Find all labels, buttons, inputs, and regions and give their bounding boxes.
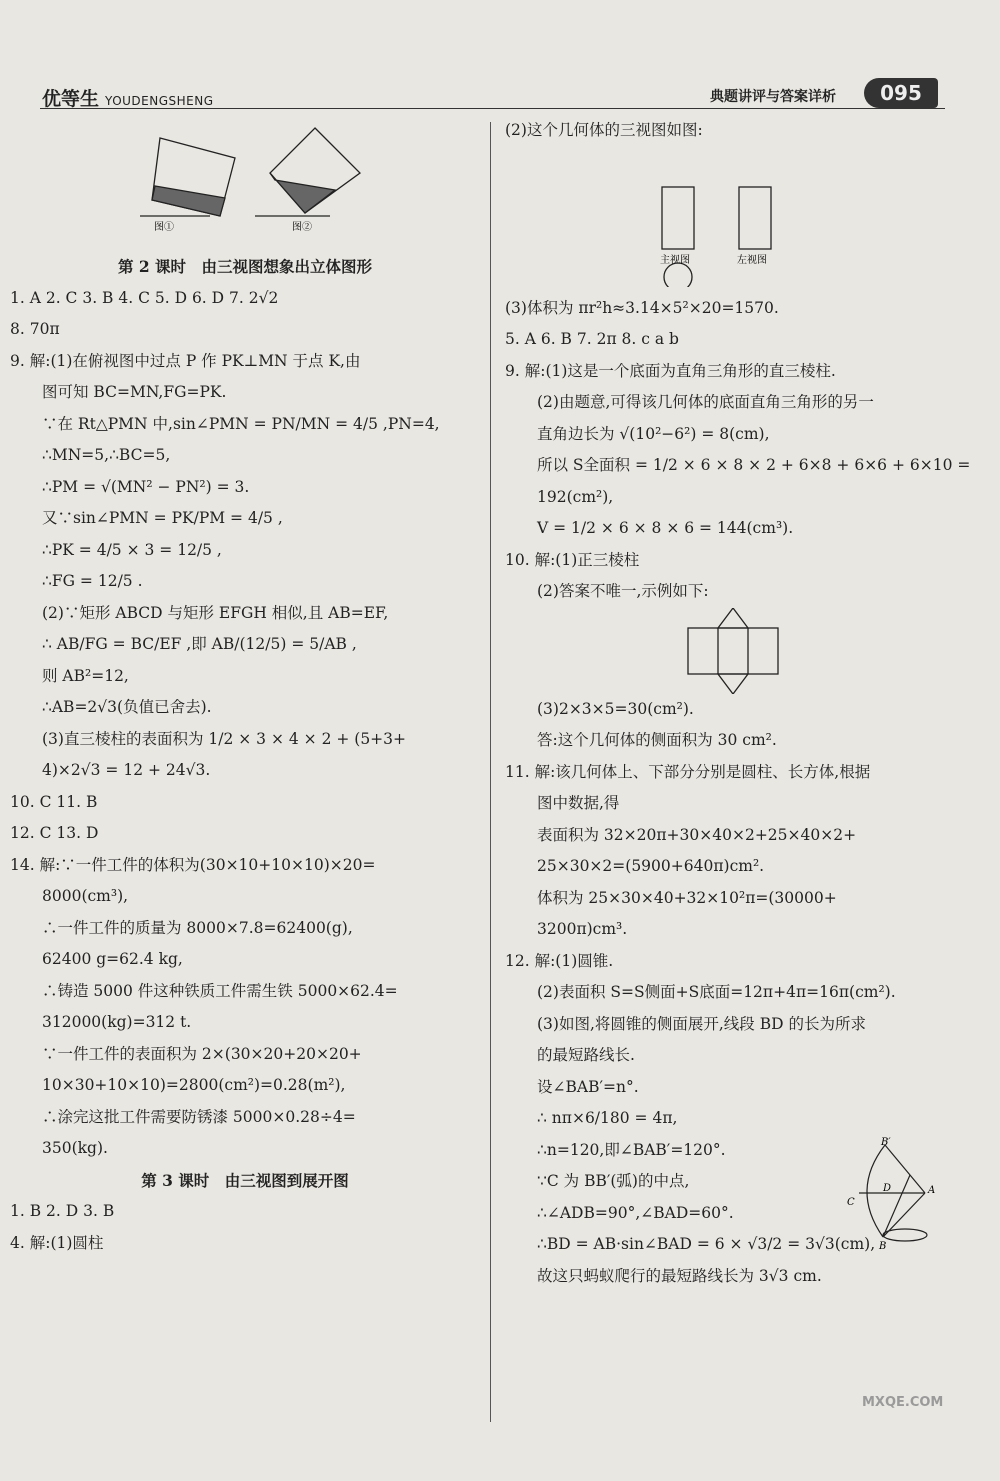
answer-line: (2)这个几何体的三视图如图: (505, 121, 703, 139)
answer-line: (3)体积为 πr²h≈3.14×5²×20=1570. (505, 298, 779, 317)
right-block-a (505, 115, 945, 147)
answer-line: 答:这个几何体的侧面积为 30 cm². (537, 731, 777, 749)
answer-line: 9. 解:(1)在俯视图中过点 P 作 PK⊥MN 于点 K,由 (10, 351, 361, 370)
header-title: 典题讲评与答案详析 (710, 89, 836, 105)
answer-line: 8. 70π (10, 320, 60, 338)
label-b-prime: B′ (881, 1137, 891, 1148)
answer-line: (2)∵矩形 ABCD 与矩形 EFGH 相似,且 AB=EF, (42, 603, 389, 622)
answer-line: 的最短路线长. (537, 1046, 635, 1064)
answer-line: (3)如图,将圆锥的侧面展开,线段 BD 的长为所求 (537, 1014, 866, 1033)
answer-line: 表面积为 32×20π+30×40×2+25×40×2+ (537, 825, 857, 844)
figure-quadrilaterals (130, 118, 380, 248)
answer-line: 图可知 BC=MN,FG=PK. (42, 383, 227, 401)
answer-line: 4. 解:(1)圆柱 (10, 1233, 104, 1252)
figure-cone-net (845, 1135, 945, 1255)
answer-line: (3)直三棱柱的表面积为 1/2 × 3 × 4 × 2 + (5+3+ (42, 729, 407, 748)
answer-line: 12. 解:(1)圆锥. (505, 951, 614, 970)
answer-line: ∴FG = 12/5 . (42, 572, 143, 590)
answer-line: 14. 解:∵一件工件的体积为(30×10+10×10)×20= (10, 855, 376, 874)
answer-line: 312000(kg)=312 t. (42, 1013, 192, 1031)
answer-line: ∴PM = √(MN² − PN²) = 3. (42, 477, 250, 496)
figure-prism-net (505, 608, 945, 694)
answer-line: 9. 解:(1)这是一个底面为直角三角形的直三棱柱. (505, 361, 836, 380)
answer-line: 10. 解:(1)正三棱柱 (505, 550, 640, 569)
section-heading: 第 3 课时 由三视图到展开图 (141, 1170, 349, 1190)
section-heading: 第 2 课时 由三视图想象出立体图形 (117, 257, 373, 276)
watermark-site: MXQE.COM (862, 1395, 944, 1410)
answer-line: 1. B 2. D 3. B (10, 1202, 115, 1220)
answer-line: 所以 S全面积 = 1/2 × 6 × 8 × 2 + 6×8 + 6×6 + 6×10 = (537, 456, 971, 474)
answer-line: ∴MN=5,∴BC=5, (42, 446, 171, 464)
answer-line: ∵一件工件的表面积为 2×(30×20+20×20+ (42, 1044, 362, 1063)
answer-line: 192(cm²), (537, 487, 614, 506)
answer-line: ∴n=120,即∠BAB′=120°. (537, 1140, 726, 1159)
answer-line: ∴ AB/FG = BC/EF ,即 AB/(12/5) = 5/AB , (42, 635, 357, 653)
answer-line: (2)表面积 S=S侧面+S底面=12π+4π=16π(cm²). (537, 983, 896, 1001)
answer-line: 又∵sin∠PMN = PK/PM = 4/5 , (42, 509, 283, 527)
header-rule (40, 108, 945, 109)
label-b: B (879, 1241, 887, 1252)
answer-line: 12. C 13. D (10, 824, 99, 842)
answer-line: 350(kg). (42, 1139, 108, 1157)
answer-line: 则 AB²=12, (42, 666, 129, 685)
figure-three-views (505, 147, 945, 287)
answer-line: 故这只蚂蚁爬行的最短路线长为 3√3 cm. (537, 1266, 822, 1285)
answer-line: 设∠BAB′=n°. (537, 1077, 639, 1096)
answer-line: ∴∠ADB=90°,∠BAD=60°. (537, 1203, 734, 1222)
answer-line: ∴BD = AB·sin∠BAD = 6 × √3/2 = 3√3(cm), (537, 1235, 876, 1253)
answer-line: 体积为 25×30×40+32×10²π=(30000+ (537, 888, 837, 907)
header-brand-sub: YOUDENGSHENG (105, 94, 214, 108)
answer-line: ∵在 Rt△PMN 中,sin∠PMN = PN/MN = 4/5 ,PN=4, (42, 414, 440, 433)
answer-line: ∴涂完这批工件需要防锈漆 5000×0.28÷4= (42, 1107, 356, 1126)
answer-line: V = 1/2 × 6 × 8 × 6 = 144(cm³). (537, 519, 794, 537)
right-block-b (505, 293, 971, 608)
left-column (10, 251, 480, 1259)
answer-line: 25×30×2=(5900+640π)cm². (537, 857, 765, 875)
answer-line: ∴一件工件的质量为 8000×7.8=62400(g), (42, 918, 353, 937)
answer-line: (2)答案不唯一,示例如下: (537, 582, 709, 600)
answer-line: ∴ nπ×6/180 = 4π, (537, 1109, 678, 1127)
answer-line: 1. A 2. C 3. B 4. C 5. D 6. D 7. 2√2 (10, 288, 279, 307)
answer-line: 10. C 11. B (10, 792, 98, 811)
answer-line: ∴AB=2√3(负值已舍去). (42, 698, 212, 716)
label-c: C (847, 1197, 855, 1208)
answer-line: 10×30+10×10)=2800(cm²)=0.28(m²), (42, 1076, 346, 1094)
caption-fig1: 图① (154, 222, 174, 233)
answer-line: 图中数据,得 (537, 794, 620, 812)
answer-line: 4)×2√3 = 12 + 24√3. (42, 761, 211, 779)
answer-line: 5. A 6. B 7. 2π 8. c a b (505, 330, 679, 348)
page-number: 095 (864, 78, 938, 108)
column-divider (490, 122, 491, 1422)
answer-line: ∴PK = 4/5 × 3 = 12/5 , (42, 540, 222, 559)
answer-line: 62400 g=62.4 kg, (42, 950, 183, 968)
header-brand: 优等生 YOUDENGSHENG (42, 88, 214, 110)
answer-line: (2)由题意,可得该几何体的底面直角三角形的另一 (537, 393, 874, 411)
answer-line: ∵C 为 BB′(弧)的中点, (537, 1172, 690, 1190)
label-a: A (928, 1185, 936, 1196)
right-column (505, 115, 971, 1292)
answer-line: 直角边长为 √(10²−6²) = 8(cm), (537, 424, 770, 443)
answer-line: 11. 解:该几何体上、下部分分别是圆柱、长方体,根据 (505, 762, 871, 781)
answer-line: ∴铸造 5000 件这种铁质工件需生铁 5000×62.4= (42, 981, 398, 1000)
caption-fig2: 图② (292, 222, 312, 233)
label-d: D (883, 1183, 892, 1194)
label-left-view: 左视图 (737, 254, 767, 266)
label-front-view: 主视图 (660, 254, 690, 266)
answer-line: 8000(cm³), (42, 887, 129, 905)
answer-line: (3)2×3×5=30(cm²). (537, 699, 694, 718)
answer-line: 3200π)cm³. (537, 920, 628, 938)
